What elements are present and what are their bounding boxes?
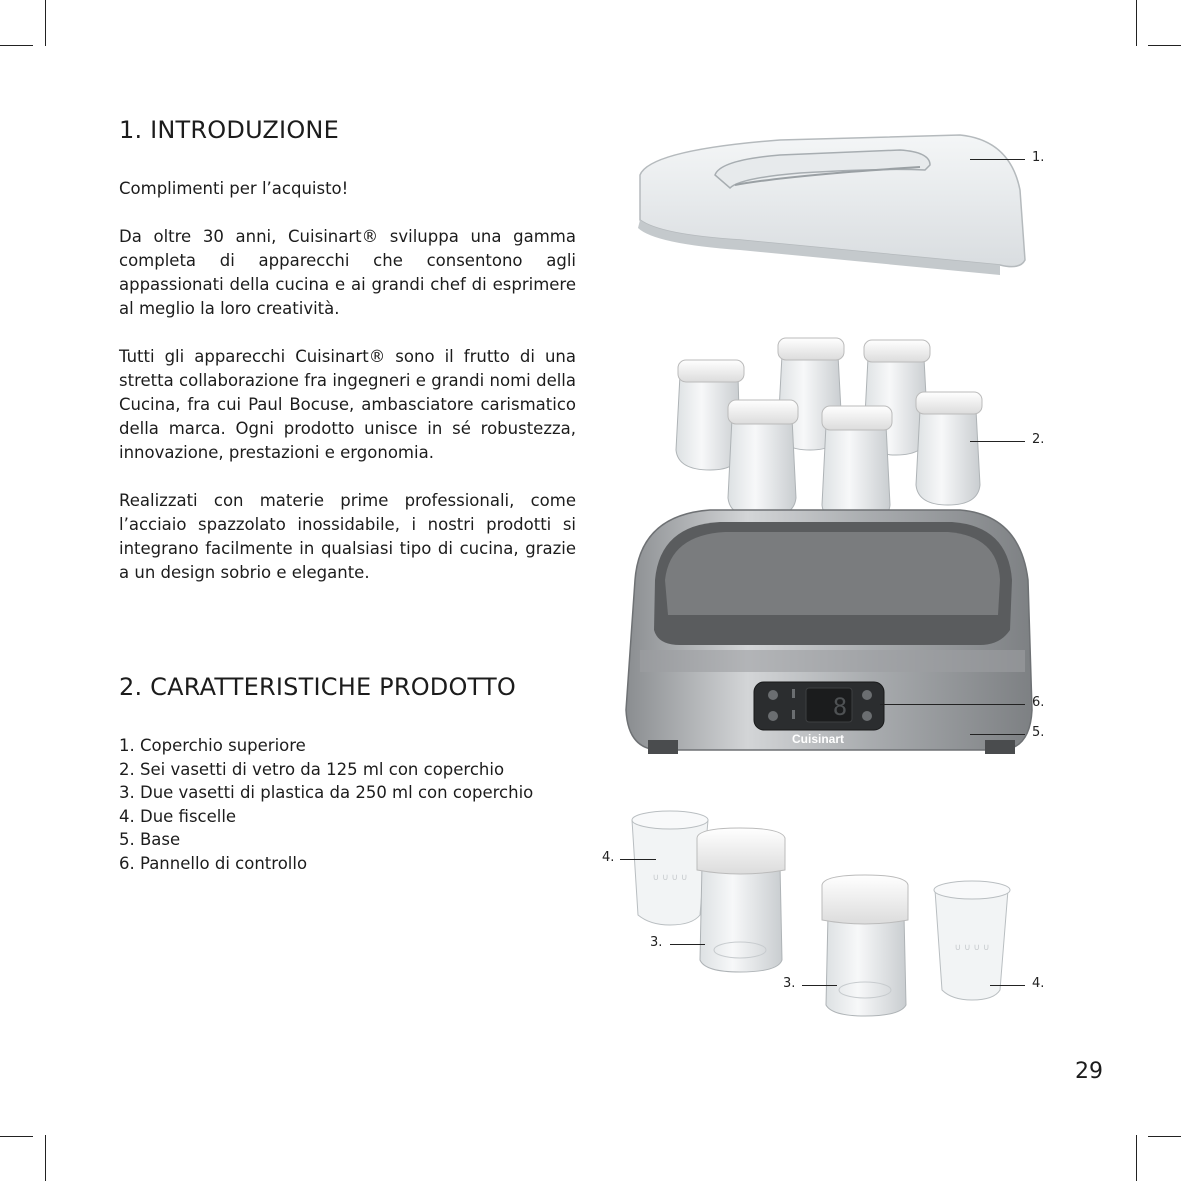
base-unit [626, 510, 1032, 754]
crop-mark [45, 0, 46, 46]
feature-item: 6. Pannello di controllo [119, 853, 308, 873]
lid [638, 135, 1025, 275]
svg-text:∪ ∪ ∪ ∪: ∪ ∪ ∪ ∪ [652, 873, 688, 883]
crop-mark [1136, 0, 1137, 46]
callout-line [620, 859, 656, 860]
crop-mark [1148, 45, 1181, 46]
feature-item: 2. Sei vasetti di vetro da 125 ml con coperchio [119, 759, 505, 779]
intro-paragraph: Realizzati con materie prime professionali, come l’acciaio spazzolato inossidabile, i nostri prodotti si integrano facilmente in qualsiasi tipo di cucina, grazie a un design sobrio e elegante. [119, 491, 576, 582]
glass-jars [676, 338, 982, 525]
callout-2: 2. [1032, 432, 1045, 447]
callout-line [970, 441, 1025, 442]
crop-mark [1148, 1136, 1181, 1137]
callout-line [802, 985, 837, 986]
features-list [119, 734, 533, 875]
features-heading: 2. CARATTERISTICHE PRODOTTO [119, 673, 516, 701]
crop-mark [45, 1135, 46, 1181]
svg-text:∪ ∪ ∪ ∪: ∪ ∪ ∪ ∪ [954, 943, 990, 953]
plastic-jar [822, 875, 908, 1016]
callout-3-left: 3. [650, 935, 663, 950]
callout-line [880, 704, 1025, 705]
callout-line [990, 985, 1025, 986]
intro-greeting: Complimenti per l’acquisto! [119, 179, 349, 198]
callout-6: 6. [1032, 695, 1045, 710]
product-illustration [580, 110, 1060, 1030]
callout-line [970, 159, 1025, 160]
feature-item: 5. Base [119, 830, 181, 849]
crop-mark [0, 45, 33, 46]
callout-5: 5. [1032, 725, 1045, 740]
intro-body [119, 177, 576, 609]
strainer [934, 881, 1010, 1000]
callout-line [670, 944, 705, 945]
brand-logo: Cuisinart [791, 732, 845, 746]
callout-4-left: 4. [602, 850, 615, 865]
crop-mark [1136, 1135, 1137, 1181]
display-digit: 8 [832, 693, 848, 721]
crop-mark [0, 1136, 33, 1137]
intro-paragraph: Da oltre 30 anni, Cuisinart® sviluppa una gamma completa di apparecchi che consentono agli appassionati della cucina e ai grandi chef di esprimere al meglio la loro creatività. [119, 227, 576, 318]
page-number: 29 [1075, 1059, 1103, 1084]
feature-item: 1. Coperchio superiore [119, 736, 306, 755]
feature-item: 4. Due fiscelle [119, 806, 237, 826]
callout-3-right: 3. [783, 976, 796, 991]
callout-4-right: 4. [1032, 976, 1045, 991]
feature-item: 3. Due vasetti di plastica da 250 ml con coperchio [119, 783, 534, 802]
plastic-jar [697, 828, 785, 972]
callout-line [970, 734, 1025, 735]
intro-heading: 1. INTRODUZIONE [119, 116, 339, 144]
intro-paragraph: Tutti gli apparecchi Cuisinart® sono il frutto di una stretta collaborazione fra ingegneri e grandi nomi della Cucina, fra cui Paul Bocuse, ambasciatore carismatico della marca. Ogni prodotto unisce in sé robustezza, innovazione, prestazioni e ergonomia. [119, 347, 576, 462]
control-panel [754, 682, 884, 730]
yogurt-maker-drawing [580, 110, 1060, 1030]
callout-1: 1. [1032, 150, 1045, 165]
